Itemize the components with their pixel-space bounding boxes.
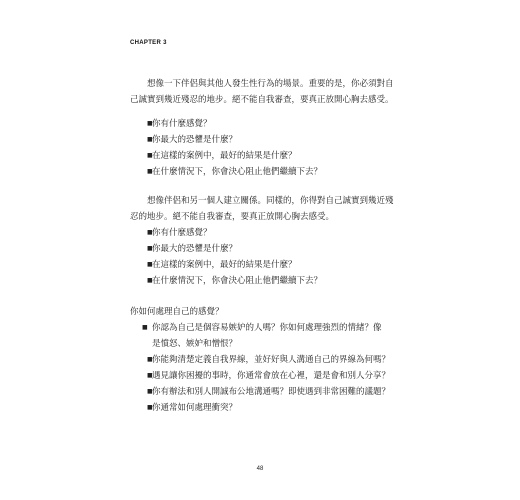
section3-questions bbox=[142, 320, 391, 416]
question-text: 遇見讓你困擾的事時，你通常會放在心裡，還是會和別人分享？ bbox=[152, 371, 391, 381]
bullet-icon: ■ bbox=[147, 152, 153, 159]
bullet-icon: ■ bbox=[147, 277, 153, 284]
bullet-icon: ■ bbox=[147, 168, 153, 175]
bullet-icon: ■ bbox=[147, 136, 153, 143]
section1-intro bbox=[130, 76, 400, 108]
list-item bbox=[147, 116, 397, 132]
question-text: 你最大的恐懼是什麼？ bbox=[152, 135, 238, 145]
question-text: 在這樣的案例中，最好的結果是什麼？ bbox=[152, 260, 297, 270]
list-item bbox=[147, 225, 397, 241]
question-text: 在什麼情況下，你會決心阻止他們繼續下去？ bbox=[152, 276, 323, 286]
page-number: 48 bbox=[256, 466, 264, 472]
question-text: 你能夠清楚定義自我界線，並好好與人溝通自己的界線為何嗎？ bbox=[152, 355, 391, 365]
section3-intro: 你如何處理自己的感覺？ bbox=[130, 307, 224, 317]
list-item bbox=[147, 257, 397, 273]
section1-questions bbox=[147, 116, 397, 180]
question-text: 在什麼情況下，你會決心阻止他們繼續下去？ bbox=[152, 167, 323, 177]
bullet-icon: ■ bbox=[147, 356, 153, 363]
question-text: 你認為自己是個容易嫉妒的人嗎？你如何處理強烈的情緒？像是憤怒、嫉妒和憎恨？ bbox=[152, 323, 382, 349]
list-item bbox=[147, 368, 391, 384]
section1-intro-text: 想像一下伴侶與其他人發生性行為的場景。重要的是，你必須對自己誠實到幾近殘忍的地步。絕不能自我審查，要真正放開心胸去感受。 bbox=[130, 79, 394, 105]
question-text: 你有辦法和別人開誠布公地溝通嗎？即使遇到非常困難的議題？ bbox=[152, 387, 391, 397]
section2-intro-text: 想像伴侶和另一個人建立關係。同樣的，你得對自己誠實到幾近殘忍的地步。絕不能自我審查，要真正放開心胸去感受。 bbox=[130, 196, 394, 222]
question-text: 你有什麼感覺？ bbox=[152, 119, 212, 129]
chapter-label: CHAPTER 3 bbox=[130, 40, 167, 46]
bullet-icon: ■ bbox=[147, 388, 153, 395]
list-item bbox=[147, 241, 397, 257]
section2-questions bbox=[147, 225, 397, 289]
section2-intro bbox=[130, 193, 400, 225]
bullet-icon: ■ bbox=[147, 404, 153, 411]
bullet-icon: ■ bbox=[147, 372, 153, 379]
bullet-icon: ■ bbox=[147, 229, 153, 236]
bullet-icon: ■ bbox=[147, 120, 153, 127]
question-text: 你有什麼感覺？ bbox=[152, 228, 212, 238]
list-item bbox=[142, 320, 387, 352]
list-item bbox=[147, 164, 397, 180]
list-item bbox=[147, 132, 397, 148]
question-text: 你通常如何處理衝突？ bbox=[152, 403, 238, 413]
list-item bbox=[147, 384, 391, 400]
bullet-icon: ■ bbox=[142, 324, 148, 331]
question-text: 在這樣的案例中，最好的結果是什麼？ bbox=[152, 151, 297, 161]
list-item bbox=[147, 273, 397, 289]
bullet-icon: ■ bbox=[147, 245, 153, 252]
bullet-icon: ■ bbox=[147, 261, 153, 268]
list-item bbox=[147, 400, 387, 416]
list-item bbox=[147, 352, 391, 368]
list-item bbox=[147, 148, 397, 164]
question-text: 你最大的恐懼是什麼？ bbox=[152, 244, 238, 254]
